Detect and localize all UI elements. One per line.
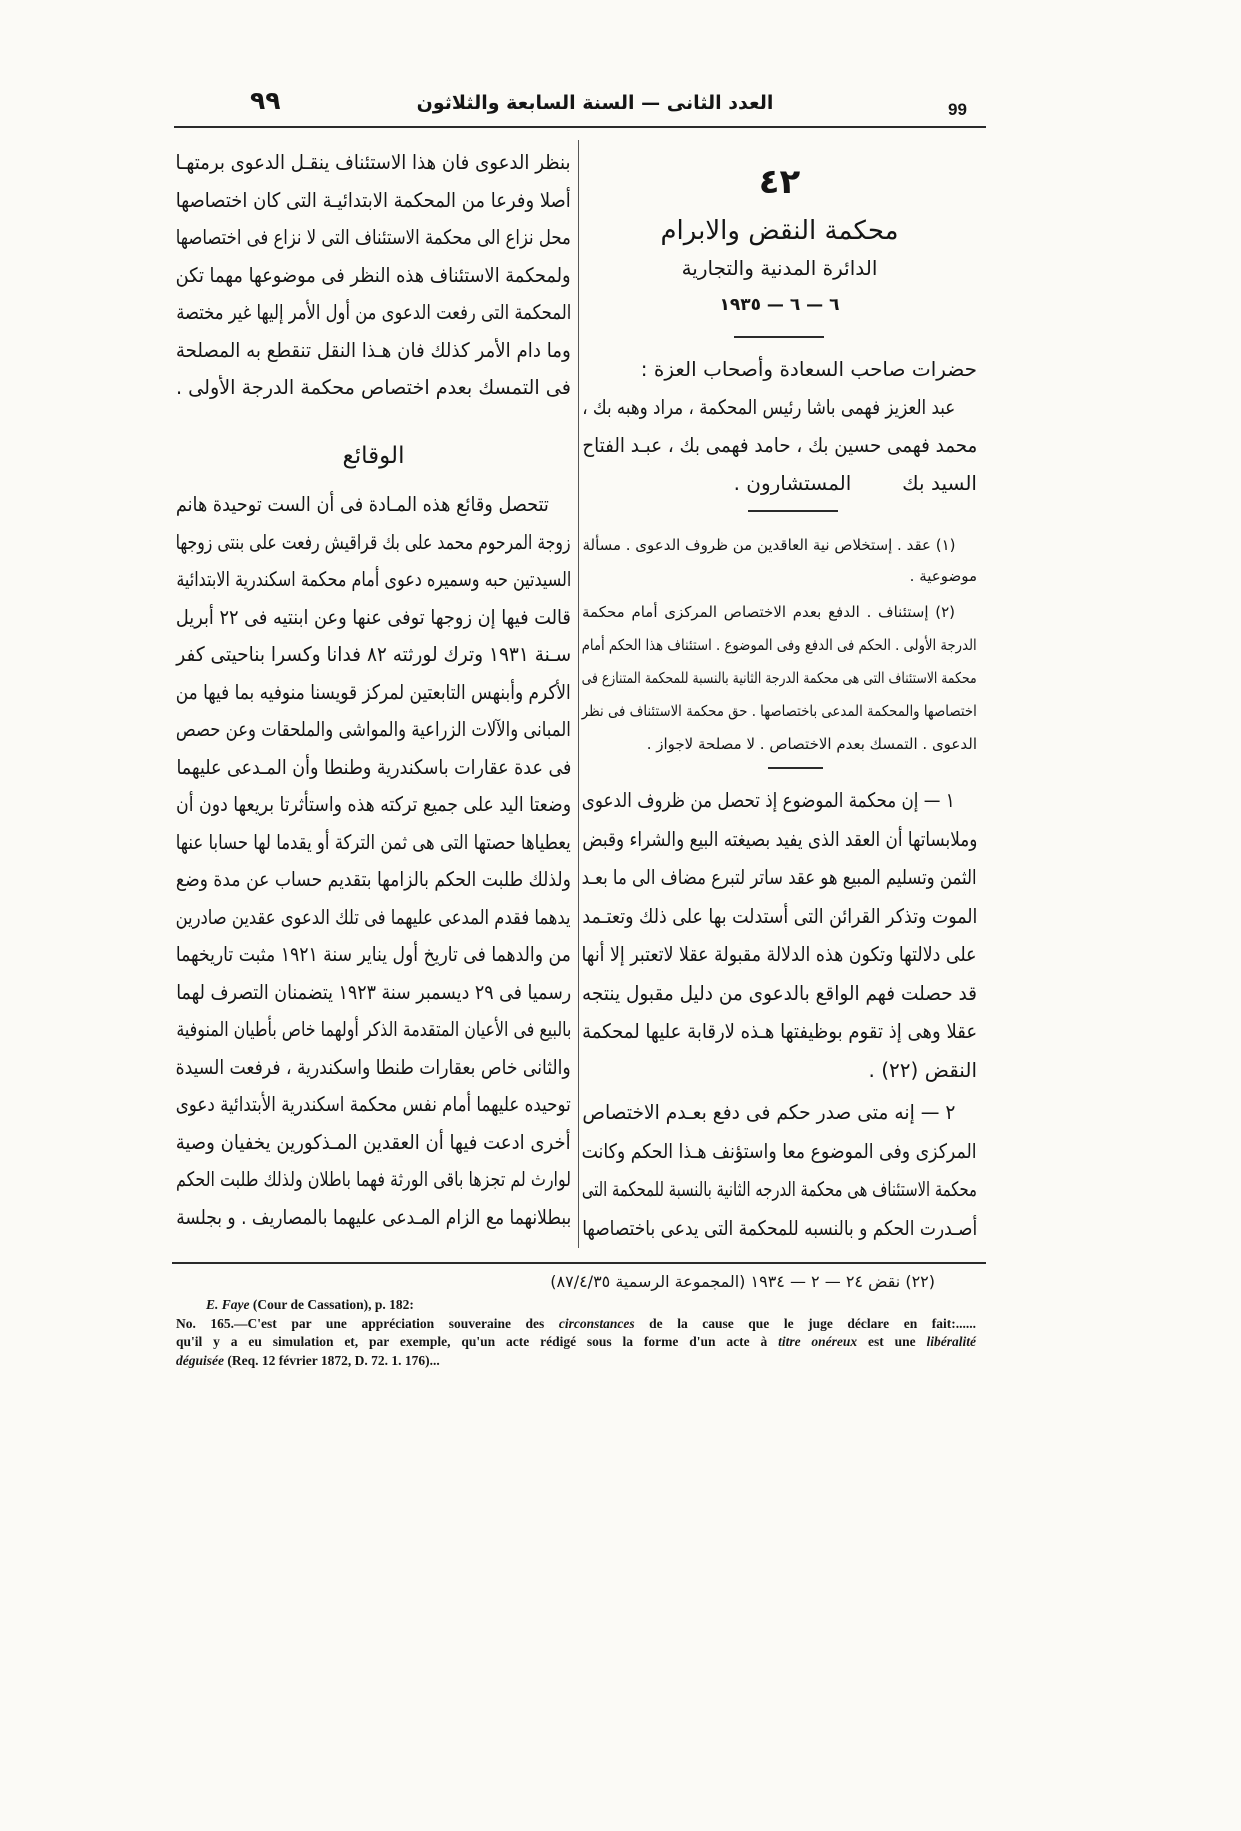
- text-line: قد حصلت فهم الواقع بالدعوى من دليل مقبول ينتجه: [582, 980, 977, 1005]
- text-line: الموت وتذكر القرائن التى أستدلت بها على ذلك وتعتـمد: [582, 903, 977, 928]
- page-number-latin: 99: [948, 100, 967, 119]
- headnote-summary-1: [582, 530, 977, 592]
- continuation-paragraph: [176, 144, 571, 407]
- separator-rule: [768, 767, 823, 769]
- separator-rule: [748, 510, 838, 512]
- facts-paragraph: [176, 486, 571, 1236]
- text-line: ٢ — إنه متى صدر حكم فى دفع بعـدم الاختصاص: [582, 1100, 955, 1124]
- text-line: وضعتا اليد على جميع تركته هذه واستأثرتا بريعها دون أن: [176, 792, 571, 816]
- text-line: النقض (٢٢) .: [868, 1057, 977, 1082]
- text-line: بالبيع فى الأعيان المتقدمة الذكر أولهما خاص بأطيان المنوفية: [176, 1017, 571, 1041]
- judges-block: [582, 350, 977, 502]
- legal-principle-1: [582, 781, 977, 1089]
- text-line: محكمة الاستئناف هى محكمة الدرجه الثانية بالنسبة للمحكمة التى: [582, 1177, 977, 1201]
- french-footnote: [176, 1296, 976, 1370]
- page-number-arabic: ٩٩: [250, 86, 281, 115]
- text-line: No. 165.—C'est par une appréciation souveraine des circonstances de la cause que le juge déclare en fait:......: [176, 1315, 976, 1331]
- author-name: E. Faye: [206, 1297, 250, 1312]
- text-line: ولمحكمة الاستئناف هذه النظر فى موضوعها مهما تكن: [176, 262, 571, 287]
- decision-date: ٦ — ٦ — ١٩٣٥: [719, 295, 840, 315]
- text-line: اختصاصها والمحكمة المدعى باختصاصها . حق محكمة الاستئناف فى نظر: [582, 702, 977, 720]
- text-line: على دلالتها وتكون هذه الدلالة مقبولة عقلا لاتعتبر إلا أنها: [582, 942, 977, 966]
- right-column: [582, 0, 977, 1260]
- text-line: المبانى والآلات الزراعية والمواشى والملحقات وعن حصص: [176, 717, 571, 741]
- text-line: السيدتين حبه وسميره دعوى أمام محكمة اسكندرية الابتدائية: [176, 567, 571, 591]
- running-title: العدد الثانى — السنة السابعة والثلاثون: [416, 92, 774, 114]
- facts-heading: الوقائع: [342, 443, 405, 469]
- text-line: (٢٢) نقض ٢٤ — ٢ — ١٩٣٤ (المجموعة الرسمية ٨٧/٤/٣٥): [550, 1272, 935, 1291]
- case-number: ٤٢: [758, 162, 801, 202]
- text-line: قالت فيها إن زوجها توفى عنها وعن ابنتيه فى ٢٢ أبريل: [176, 604, 571, 629]
- text-line: من والدهما فى تاريخ أول يناير سنة ١٩٢١ مثبت تاريخهما: [176, 942, 571, 966]
- text-line: سـنة ١٩٣١ وترك لورثته ٨٢ فدانا وكسرا بناحيتى كفر: [176, 642, 571, 666]
- text-line: فى التمسك بعدم اختصاص محكمة الدرجة الأولى .: [176, 375, 571, 399]
- text-line: أصلا وفرعا من المحكمة الابتدائيـة التى كان اختصاصها: [176, 187, 571, 212]
- legal-principle-2: [582, 1093, 977, 1247]
- text-line: محل نزاع الى محكمة الاستئناف التى لا نزاع فى اختصاصها: [176, 225, 571, 249]
- headnote-summary-2: [582, 596, 977, 761]
- text-line: فى عدة عقارات باسكندرية وطنطا وأن المـدعى عليهما: [176, 754, 571, 779]
- text-line: (٢) إستئناف . الدفع بعدم الاختصاص المركزى أمام محكمة: [582, 603, 955, 621]
- text-line: والثانى خاص بعقارات طنطا واسكندرية ، فرفعت السيدة: [176, 1054, 571, 1079]
- text-line: أصـدرت الحكم و بالنسبه للمحكمة التى يدعى باختصاصها: [582, 1215, 977, 1240]
- separator-rule: [734, 336, 824, 338]
- text-line: حضرات صاحب السعادة وأصحاب العزة :: [640, 357, 977, 381]
- text-line: الأكرم وأبنهس التابعتين لمركز قويسنا منوفيه بما فيها من: [176, 679, 571, 704]
- text-line: توحيده عليهما أمام نفس محكمة اسكندرية الأبتدائية دعوى: [176, 1092, 571, 1116]
- court-name: محكمة النقض والابرام: [660, 216, 899, 246]
- text-line: يدهما فقدم المدعى عليهما فى تلك الدعوى عقدين صادرين: [176, 904, 571, 929]
- footnote-rule: [172, 1262, 986, 1264]
- text-line: عبد العزيز فهمى باشا رئيس المحكمة ، مراد وهبه بك ،: [582, 395, 955, 419]
- text-line: المركزى وفى الموضوع معا واستؤنف هـذا الحكم وكانت: [582, 1138, 977, 1163]
- text-line: qu'il y a eu simulation et, par exemple, qu'un acte rédigé sous la forme d'un acte à titre onéreux est une libéralité: [176, 1334, 976, 1349]
- text-line: لوارث لم تجزها باقى الورثة فهما باطلان ولذلك طلبت الحكم: [176, 1167, 571, 1191]
- text-line: يعطياها حصتها التى هى ثمن التركة أو يقدما لها حسابا عنها: [176, 829, 571, 854]
- text-line: محكمة الاستئناف التى هى محكمة الدرجة الثانية بالنسبة للمحكمة المتنازع فى: [582, 669, 977, 687]
- text-line: محمد فهمى حسين بك ، حامد فهمى بك ، عبـد الفتاح: [582, 433, 977, 457]
- text-line: E. Faye (Cour de Cassation), p. 182:: [206, 1297, 414, 1312]
- text-line: الدعوى . التمسك بعدم الاختصاص . لا مصلحة لاجواز .: [646, 735, 977, 753]
- text-line: (١) عقد . إستخلاص نية العاقدين من ظروف الدعوى . مسألة: [582, 536, 955, 554]
- text-line: الثمن وتسليم المبيع هو عقد ساتر لتبرع مضاف الى ما بعـد: [582, 865, 977, 889]
- text-line: تتحصل وقائع هذه المـادة فى أن الست توحيدة هانم: [176, 492, 549, 516]
- text-line: وما دام الأمر كذلك فان هـذا النقل تنقطع به المصلحة: [176, 337, 571, 362]
- text-line: المحكمة التى رفعت الدعوى من أول الأمر إليها غير مختصة: [176, 300, 571, 324]
- text-line: السيد بك المستشارون .: [733, 471, 977, 495]
- text-line: ببطلانهما مع الزام المـدعى عليهما بالمصاريف . و بجلسة: [176, 1204, 571, 1229]
- chamber-name: الدائرة المدنية والتجارية: [681, 256, 878, 280]
- text-line: رسميا فى ٢٩ ديسمبر سنة ١٩٢٣ يتضمنان التصرف لهما: [176, 979, 571, 1004]
- text-line: بنظر الدعوى فان هذا الاستئناف ينقـل الدعوى برمتهـا: [176, 150, 571, 174]
- text-line: زوجة المرحوم محمد على بك قراقيش رفعت على بنتى زوجها: [176, 529, 571, 554]
- text-line: وملابساتها أن العقد الذى يفيد بصيغته البيع والشراء وقبض: [582, 826, 977, 851]
- left-column: [176, 0, 571, 1260]
- text-line: الدرجة الأولى . الحكم فى الدفع وفى الموضوع . استئناف هذا الحكم أمام: [582, 636, 977, 654]
- text-line: ١ — إن محكمة الموضوع إذ تحصل من ظروف الدعوى: [582, 788, 955, 812]
- text-line: عقلا وهى إذ تقوم بوظيفتها هـذه لارقابة عليها لمحكمة: [582, 1019, 977, 1043]
- text-line: موضوعية .: [909, 567, 977, 585]
- arabic-footnote: [300, 1270, 935, 1294]
- text-line: déguisée (Req. 12 février 1872, D. 72. 1. 176)...: [176, 1352, 440, 1368]
- text-line: أخرى ادعت فيها أن العقدين المـذكورين يخفيان وصية: [176, 1129, 571, 1154]
- text-line: ولذلك طلبت الحكم بالزامها بتقديم حساب عن مدة وضع: [176, 867, 571, 891]
